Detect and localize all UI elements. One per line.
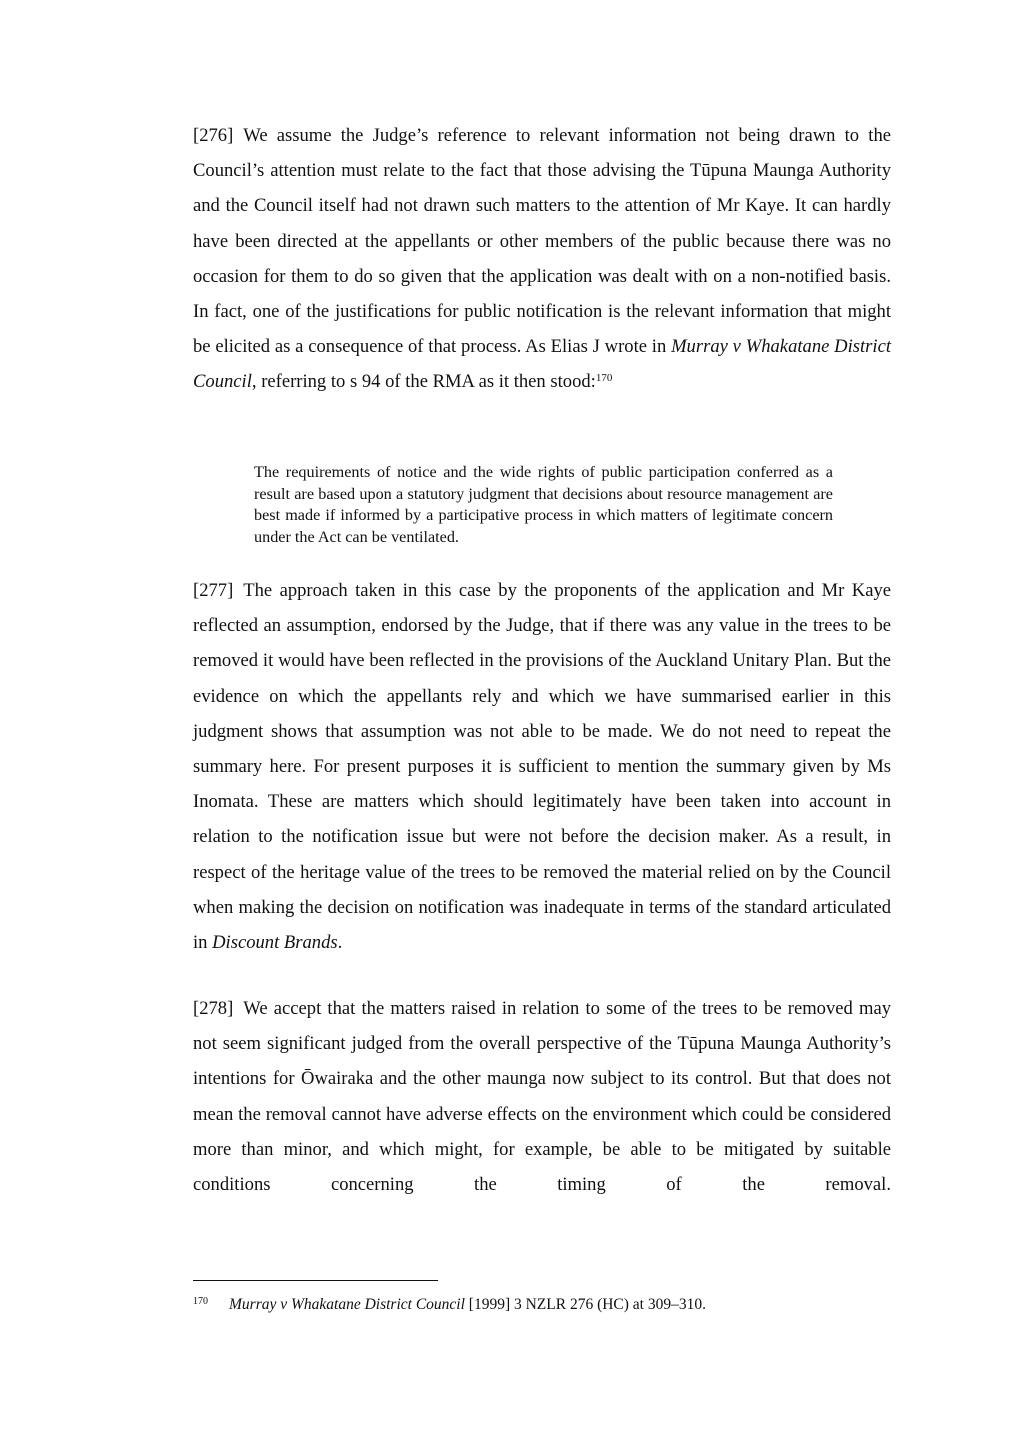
paragraph-number: [277] [193, 580, 234, 601]
paragraph-number: [276] [193, 125, 234, 146]
footnote-reference[interactable]: 170 [595, 372, 613, 385]
case-citation: Discount Brands [212, 932, 338, 954]
footnote-number: 170 [193, 1296, 208, 1307]
block-quote: The requirements of notice and the wide rights of public participation conferred as a result are based upon a statutory judgment that decisions about resource management are best made if informed by a participative process in which matters of legitimate concern under the Act can be ventilated. [254, 463, 833, 546]
paragraph-276 [193, 118, 891, 400]
paragraph-278 [193, 991, 891, 1202]
footnote [193, 1292, 891, 1315]
case-citation: Murray v Whakatane District Council [193, 336, 891, 393]
paragraph-text: We accept that the matters raised in relation to some of the trees to be removed may not seem significant judged from the overall perspective of the Tūpuna Maunga Authority’s intentions for Ōwairaka and the other maunga now subject to its control. But that does not mean the removal cannot have adverse effects on the environment which could be considered more than minor, and which might, for example, be able to be mitigated by suitable conditions concerning the timing of the removal. [193, 998, 891, 1196]
footnote-case-name: Murray v Whakatane District Council [229, 1296, 465, 1313]
footnote-citation: [1999] 3 NZLR 276 (HC) at 309–310. [464, 1296, 706, 1313]
paragraph-number: [278] [193, 998, 234, 1019]
paragraph-text: We assume the Judge’s reference to relevant information not being drawn to the Council’s attention must relate to the fact that those advising the Tūpuna Maunga Authority and the Council itself had not drawn such matters to the attention of Mr Kaye. It can hardly have been directed at the appellants or other members of the public because there was no occasion for them to do so given that the application was dealt with on a non-notified basis. In fact, one of the justifications for public notification is the relevant information that might be elicited as a consequence of that process. As Elias J wrote in [193, 125, 891, 358]
paragraph-277 [193, 573, 891, 960]
paragraph-text-continued: , referring to s 94 of the RMA as it then stood: [251, 371, 596, 393]
paragraph-text-continued: . [337, 932, 343, 954]
paragraph-text: The approach taken in this case by the proponents of the application and Mr Kaye reflected an assumption, endorsed by the Judge, that if there was any value in the trees to be removed it would have been reflected in the provisions of the Auckland Unitary Plan. But the evidence on which the appellants rely and which we have summarised earlier in this judgment shows that assumption was not able to be made. We do not need to repeat the summary here. For present purposes it is sufficient to mention the summary given by Ms Inomata. These are matters which should legitimately have been taken into account in relation to the notification issue but were not before the decision maker. As a result, in respect of the heritage value of the trees to be removed the material relied on by the Council when making the decision on notification was inadequate in terms of the standard articulated in [193, 580, 891, 954]
footnote-divider [193, 1280, 438, 1281]
